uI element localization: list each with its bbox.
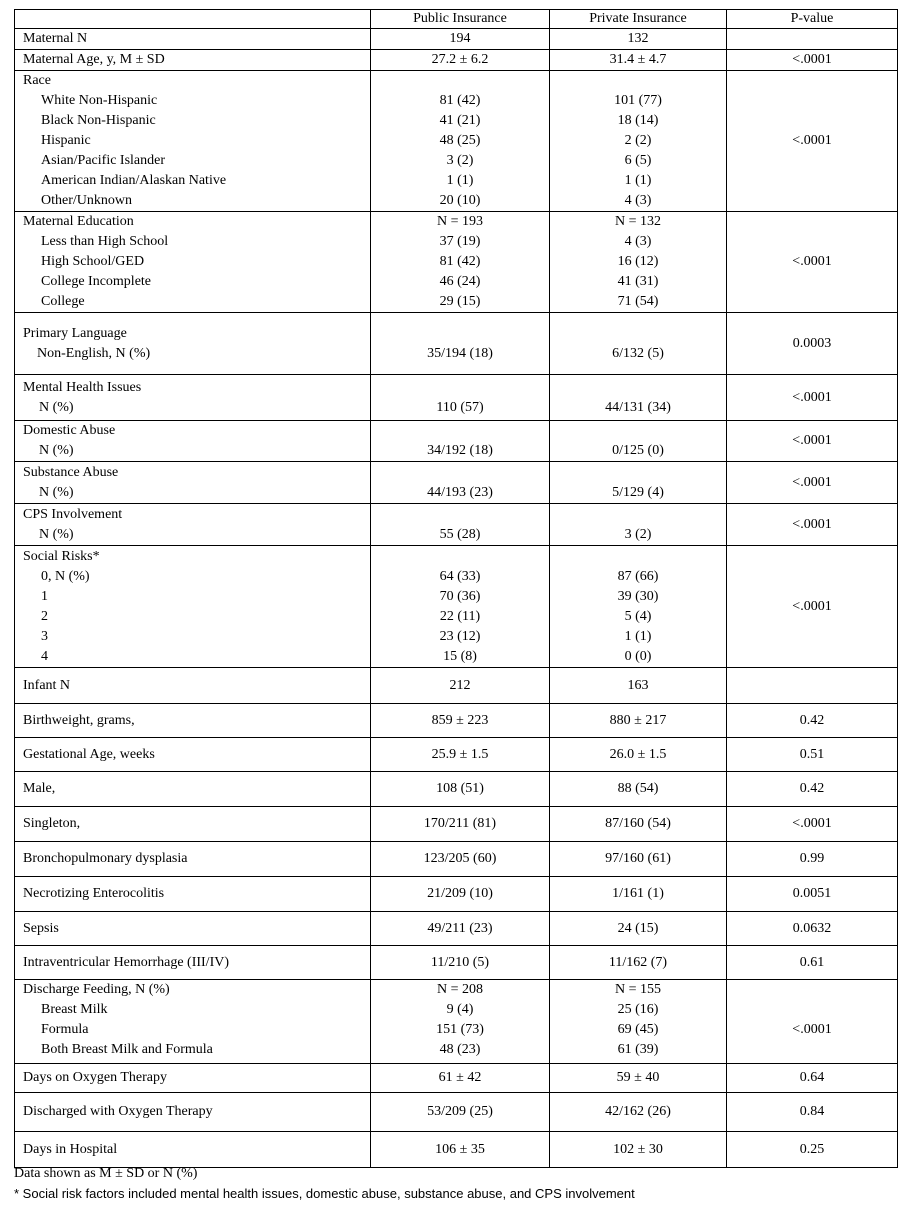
private-value: 41 (31) <box>617 274 659 289</box>
table-row-domestic-abuse <box>15 421 898 462</box>
private-value: 31.4 ± 4.7 <box>550 50 727 71</box>
public-value: 22 (11) <box>439 608 481 624</box>
row-label: Birthweight, grams, <box>15 704 371 738</box>
row-label-group <box>15 462 371 504</box>
public-value: 151 (73) <box>436 1022 484 1037</box>
row-label-group <box>15 504 371 546</box>
private-value: 4 (3) <box>624 193 652 208</box>
private-values <box>550 375 727 421</box>
row-label: Singleton, <box>15 807 371 842</box>
public-value: 35/194 (18) <box>427 345 493 361</box>
public-n: N = 193 <box>436 214 483 229</box>
sub-label: 2 <box>41 608 48 624</box>
public-values <box>371 375 550 421</box>
public-value: 11/210 (5) <box>371 946 550 980</box>
sub-label: N (%) <box>39 484 74 500</box>
public-value: 34/192 (18) <box>427 443 493 458</box>
private-value: 25 (16) <box>617 1002 659 1017</box>
sub-label: Less than High School <box>41 234 169 249</box>
p-value <box>727 29 898 50</box>
p-value: 0.0632 <box>727 912 898 946</box>
private-value: 6/132 (5) <box>612 345 664 361</box>
private-values <box>550 313 727 375</box>
sub-label: American Indian/Alaskan Native <box>41 173 227 188</box>
private-value: 4 (3) <box>624 234 652 249</box>
public-values <box>371 212 550 313</box>
p-value: 0.0051 <box>727 877 898 912</box>
public-value: 48 (25) <box>439 133 481 148</box>
private-value: 0/125 (0) <box>612 443 664 458</box>
private-value: 24 (15) <box>550 912 727 946</box>
sub-label: Formula <box>41 1022 89 1037</box>
table-row-infant-n <box>15 668 898 704</box>
table-row-days-in-hospital <box>15 1132 898 1168</box>
private-value: 18 (14) <box>617 113 659 128</box>
characteristics-table <box>14 9 898 1168</box>
table-row-maternal-n <box>15 29 898 50</box>
header-row <box>15 10 898 29</box>
header-label-cell <box>15 10 371 29</box>
private-value: 16 (12) <box>617 254 659 269</box>
public-value: 44/193 (23) <box>427 484 493 500</box>
group-label: Social Risks* <box>23 548 100 564</box>
p-value: <.0001 <box>727 546 898 668</box>
public-value: 25.9 ± 1.5 <box>371 738 550 772</box>
row-label: Days on Oxygen Therapy <box>15 1064 371 1093</box>
private-values <box>550 71 727 212</box>
private-value: 39 (30) <box>617 588 659 604</box>
public-value: 194 <box>371 29 550 50</box>
private-values <box>550 462 727 504</box>
table-row-race <box>15 71 898 212</box>
private-value: 87 (66) <box>617 568 659 584</box>
public-value: 23 (12) <box>439 628 481 644</box>
public-value: 9 (4) <box>446 1002 474 1017</box>
group-label: Primary Language <box>23 325 127 341</box>
private-value: 1/161 (1) <box>550 877 727 912</box>
private-value: 132 <box>550 29 727 50</box>
footnote-social-risk: * Social risk factors included mental health issues, domestic abuse, substance abuse, and CPS involvement <box>14 1186 635 1201</box>
public-value: 1 (1) <box>446 173 474 188</box>
row-label: Infant N <box>15 668 371 704</box>
row-label-group <box>15 980 371 1064</box>
p-value: <.0001 <box>727 71 898 212</box>
public-value: 37 (19) <box>439 234 481 249</box>
table-row-bronchopulmonary-dysplasia <box>15 842 898 877</box>
public-value: 20 (10) <box>439 193 481 208</box>
sub-label: N (%) <box>39 399 74 415</box>
table-row-cps-involvement <box>15 504 898 546</box>
table-row-primary-language <box>15 313 898 375</box>
private-n: N = 155 <box>614 982 661 997</box>
table-row-discharge-feeding <box>15 980 898 1064</box>
p-value: 0.42 <box>727 704 898 738</box>
private-value: 97/160 (61) <box>550 842 727 877</box>
p-value: 0.25 <box>727 1132 898 1168</box>
p-value: 0.84 <box>727 1093 898 1132</box>
table-row-gestational-age <box>15 738 898 772</box>
p-value: <.0001 <box>727 375 898 421</box>
public-value: 61 ± 42 <box>371 1064 550 1093</box>
public-value: 64 (33) <box>439 568 481 584</box>
public-values <box>371 71 550 212</box>
row-label: Days in Hospital <box>15 1132 371 1168</box>
public-values <box>371 421 550 462</box>
public-values <box>371 462 550 504</box>
p-value <box>727 668 898 704</box>
p-value: <.0001 <box>727 421 898 462</box>
private-value: 59 ± 40 <box>550 1064 727 1093</box>
public-value: 49/211 (23) <box>371 912 550 946</box>
public-value: 110 (57) <box>436 399 484 415</box>
p-value: 0.61 <box>727 946 898 980</box>
row-label-group <box>15 546 371 668</box>
sub-label: Breast Milk <box>41 1002 108 1017</box>
row-label: Male, <box>15 772 371 807</box>
group-label: CPS Involvement <box>23 506 123 522</box>
public-value: 81 (42) <box>439 254 481 269</box>
row-label-group <box>15 71 371 212</box>
public-value: 108 (51) <box>371 772 550 807</box>
p-value: 0.64 <box>727 1064 898 1093</box>
private-value: 3 (2) <box>624 526 652 542</box>
private-value: 102 ± 30 <box>550 1132 727 1168</box>
private-value: 44/131 (34) <box>605 399 671 415</box>
row-label: Gestational Age, weeks <box>15 738 371 772</box>
public-value: 48 (23) <box>439 1042 481 1057</box>
private-value: 87/160 (54) <box>550 807 727 842</box>
row-label-group <box>15 212 371 313</box>
private-value: 88 (54) <box>550 772 727 807</box>
p-value: <.0001 <box>727 212 898 313</box>
public-values <box>371 504 550 546</box>
private-values <box>550 546 727 668</box>
p-value: <.0001 <box>727 504 898 546</box>
private-value: 6 (5) <box>624 153 652 168</box>
group-label: Substance Abuse <box>23 464 119 480</box>
table-row-male <box>15 772 898 807</box>
table-row-maternal-education <box>15 212 898 313</box>
private-value: 101 (77) <box>614 93 662 108</box>
group-label: Race <box>23 73 51 88</box>
private-value: 880 ± 217 <box>550 704 727 738</box>
private-value: 61 (39) <box>617 1042 659 1057</box>
table-footnotes <box>14 1164 904 1204</box>
p-value: <.0001 <box>727 807 898 842</box>
public-value: 53/209 (25) <box>371 1093 550 1132</box>
private-value: 11/162 (7) <box>550 946 727 980</box>
sub-label: Non-English, N (%) <box>37 345 151 361</box>
sub-label: White Non-Hispanic <box>41 93 158 108</box>
table-row-discharged-with-oxygen <box>15 1093 898 1132</box>
private-value: 163 <box>550 668 727 704</box>
private-n: N = 132 <box>614 214 661 229</box>
private-value: 69 (45) <box>617 1022 659 1037</box>
public-value: 81 (42) <box>439 93 481 108</box>
row-label: Bronchopulmonary dysplasia <box>15 842 371 877</box>
header-public-insurance: Public Insurance <box>371 10 550 29</box>
public-value: 170/211 (81) <box>371 807 550 842</box>
public-value: 3 (2) <box>446 153 474 168</box>
p-value: 0.51 <box>727 738 898 772</box>
table-row-intraventricular-hemorrhage <box>15 946 898 980</box>
public-value: 15 (8) <box>443 648 477 664</box>
table-row-birthweight <box>15 704 898 738</box>
row-label: Necrotizing Enterocolitis <box>15 877 371 912</box>
table-row-mental-health <box>15 375 898 421</box>
row-label: Maternal N <box>15 29 371 50</box>
p-value: 0.42 <box>727 772 898 807</box>
table-row-necrotizing-enterocolitis <box>15 877 898 912</box>
footnote-data-format: Data shown as M ± SD or N (%) <box>14 1166 198 1181</box>
public-value: 70 (36) <box>439 588 481 604</box>
sub-label: 3 <box>41 628 48 644</box>
sub-label: Asian/Pacific Islander <box>41 153 166 168</box>
p-value: 0.99 <box>727 842 898 877</box>
private-value: 2 (2) <box>624 133 652 148</box>
row-label: Intraventricular Hemorrhage (III/IV) <box>15 946 371 980</box>
sub-label: Both Breast Milk and Formula <box>41 1042 213 1057</box>
private-value: 26.0 ± 1.5 <box>550 738 727 772</box>
public-value: 27.2 ± 6.2 <box>371 50 550 71</box>
row-label: Sepsis <box>15 912 371 946</box>
private-value: 1 (1) <box>624 173 652 188</box>
row-label-group <box>15 313 371 375</box>
public-value: 29 (15) <box>439 294 481 309</box>
private-value: 71 (54) <box>617 294 659 309</box>
p-value: <.0001 <box>727 980 898 1064</box>
public-value: 212 <box>371 668 550 704</box>
public-value: 55 (28) <box>439 526 481 542</box>
p-value: 0.0003 <box>727 313 898 375</box>
private-value: 0 (0) <box>624 648 652 664</box>
private-value: 1 (1) <box>624 628 652 644</box>
sub-label: Hispanic <box>41 133 91 148</box>
sub-label: High School/GED <box>41 254 145 269</box>
row-label-group <box>15 421 371 462</box>
private-value: 5 (4) <box>624 608 652 624</box>
public-value: 106 ± 35 <box>371 1132 550 1168</box>
sub-label: 0, N (%) <box>41 568 90 584</box>
table-row-maternal-age <box>15 50 898 71</box>
group-label: Discharge Feeding, N (%) <box>23 982 170 997</box>
sub-label: N (%) <box>39 443 74 458</box>
sub-label: 4 <box>41 648 48 664</box>
sub-label: College <box>41 294 85 309</box>
sub-label: 1 <box>41 588 48 604</box>
private-values <box>550 212 727 313</box>
public-value: 859 ± 223 <box>371 704 550 738</box>
private-value: 5/129 (4) <box>612 484 664 500</box>
public-values <box>371 546 550 668</box>
group-label: Maternal Education <box>23 214 134 229</box>
public-value: 21/209 (10) <box>371 877 550 912</box>
group-label: Mental Health Issues <box>23 379 142 395</box>
public-value: 46 (24) <box>439 274 481 289</box>
public-value: 123/205 (60) <box>371 842 550 877</box>
private-values <box>550 421 727 462</box>
p-value: <.0001 <box>727 462 898 504</box>
public-values <box>371 313 550 375</box>
p-value: <.0001 <box>727 50 898 71</box>
public-values <box>371 980 550 1064</box>
row-label: Discharged with Oxygen Therapy <box>15 1093 371 1132</box>
sub-label: College Incomplete <box>41 274 152 289</box>
public-n: N = 208 <box>436 982 483 997</box>
table-row-substance-abuse <box>15 462 898 504</box>
row-label: Maternal Age, y, M ± SD <box>15 50 371 71</box>
private-values <box>550 504 727 546</box>
table-row-sepsis <box>15 912 898 946</box>
sub-label: Other/Unknown <box>41 193 132 208</box>
group-label: Domestic Abuse <box>23 423 116 438</box>
table-row-days-on-oxygen <box>15 1064 898 1093</box>
private-value: 42/162 (26) <box>550 1093 727 1132</box>
public-value: 41 (21) <box>439 113 481 128</box>
row-label-group <box>15 375 371 421</box>
table-row-social-risks <box>15 546 898 668</box>
header-private-insurance: Private Insurance <box>550 10 727 29</box>
sub-label: N (%) <box>39 526 74 542</box>
sub-label: Black Non-Hispanic <box>41 113 156 128</box>
private-values <box>550 980 727 1064</box>
header-p-value: P-value <box>727 10 898 29</box>
table-row-singleton <box>15 807 898 842</box>
